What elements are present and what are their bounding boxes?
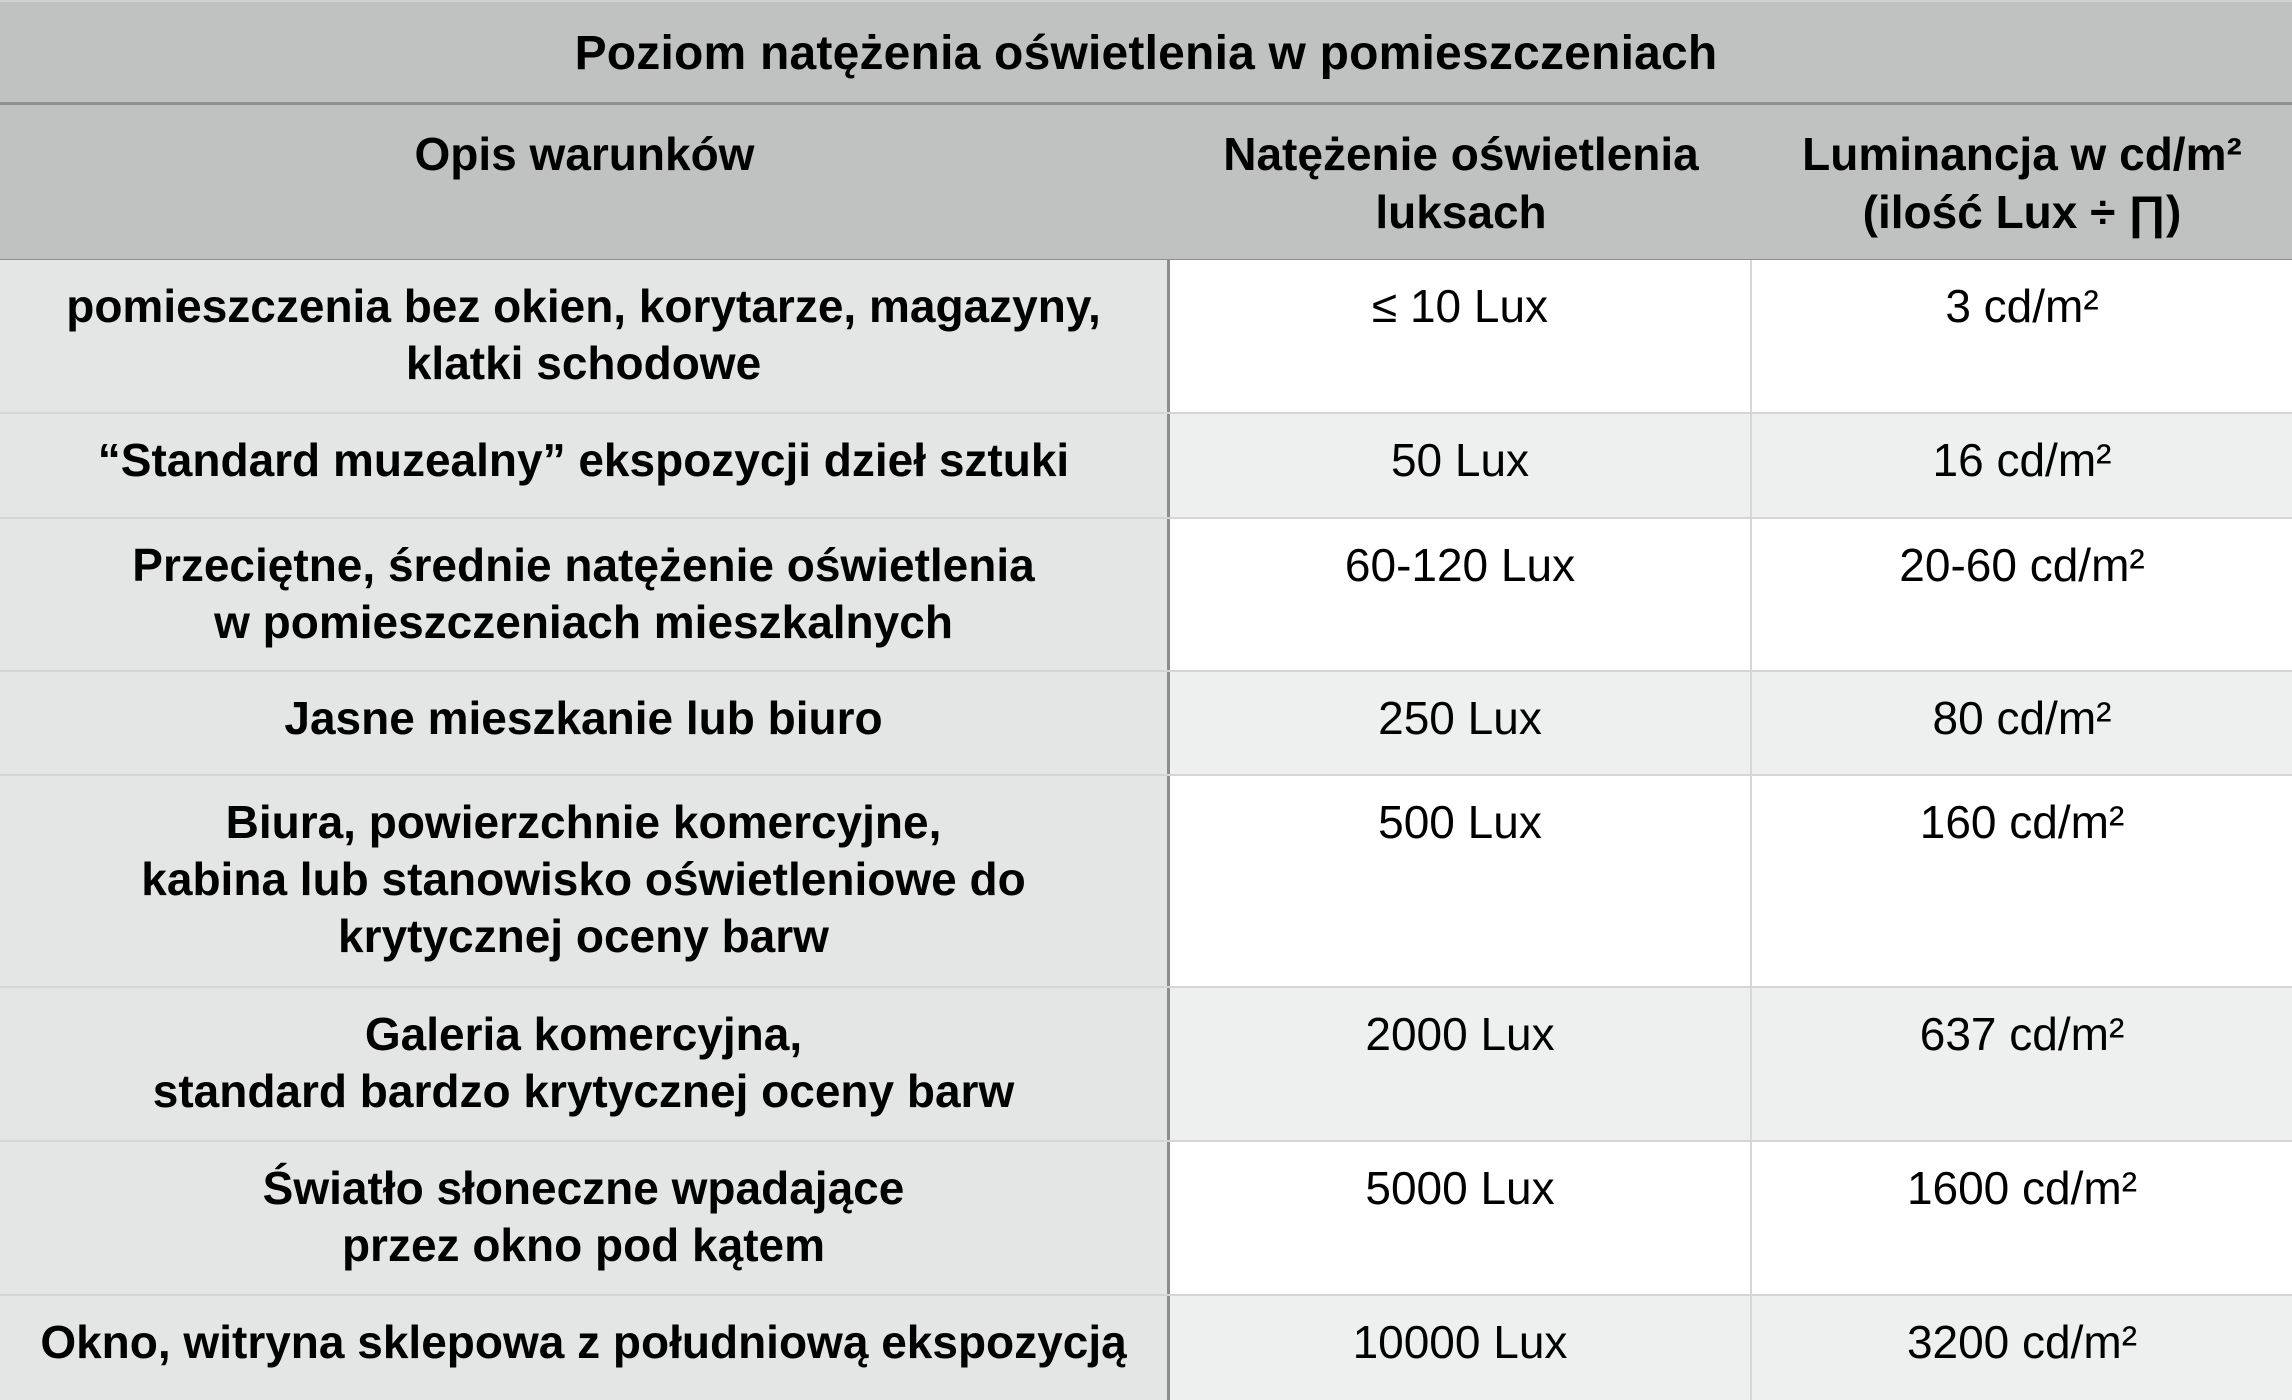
illuminance-value: 60-120 Lux — [1344, 539, 1576, 591]
description-line: standard bardzo krytycznej oceny barw — [152, 1065, 1015, 1117]
description-line: “Standard muzealny” ekspozycji dzieł sztuki — [97, 434, 1070, 486]
illuminance-cell — [1170, 776, 1752, 986]
luminance-value: 16 cd/m² — [1932, 434, 2112, 486]
header-illuminance-line: luksach — [1375, 186, 1547, 238]
luminance-cell — [1752, 260, 2292, 412]
table-row — [0, 260, 2292, 414]
illuminance-cell — [1170, 519, 1752, 670]
luminance-value: 160 cd/m² — [1919, 796, 2125, 848]
description-line: w pomieszczeniach mieszkalnych — [214, 596, 953, 648]
header-luminance — [1752, 105, 2292, 259]
illuminance-value: 50 Lux — [1390, 434, 1530, 486]
table-row — [0, 776, 2292, 988]
description-line: pomieszczenia bez okien, korytarze, magazyny, — [66, 280, 1101, 332]
luminance-value: 3200 cd/m² — [1906, 1316, 2138, 1368]
description-line: klatki schodowe — [405, 337, 762, 389]
luminance-cell — [1752, 672, 2292, 774]
description-cell — [0, 672, 1170, 774]
description-line: krytycznej oceny barw — [338, 910, 829, 962]
header-luminance-line: Luminancja w cd/m² — [1802, 128, 2242, 180]
luminance-cell — [1752, 988, 2292, 1140]
illuminance-value: 500 Lux — [1378, 796, 1542, 848]
luminance-cell — [1752, 1142, 2292, 1294]
luminance-cell — [1752, 776, 2292, 986]
luminance-cell — [1752, 1296, 2292, 1400]
description-cell — [0, 519, 1170, 670]
description-line: przez okno pod kątem — [341, 1219, 826, 1271]
table-title: Poziom natężenia oświetlenia w pomieszczeniach — [574, 27, 1718, 80]
luminance-value: 80 cd/m² — [1932, 692, 2112, 744]
description-cell — [0, 260, 1170, 412]
illuminance-cell — [1170, 260, 1752, 412]
illuminance-cell — [1170, 1142, 1752, 1294]
illuminance-value: 5000 Lux — [1365, 1162, 1555, 1214]
description-cell — [0, 988, 1170, 1140]
header-description-line: Opis warunków — [414, 128, 755, 180]
illuminance-cell — [1170, 672, 1752, 774]
description-line: Przeciętne, średnie natężenie oświetlenia — [132, 539, 1035, 591]
table-row — [0, 988, 2292, 1142]
illuminance-cell — [1170, 988, 1752, 1140]
luminance-cell — [1752, 414, 2292, 517]
table-row — [0, 414, 2292, 519]
illuminance-value: 250 Lux — [1378, 692, 1542, 744]
table-header-row — [0, 105, 2292, 262]
table-row — [0, 1296, 2292, 1400]
illuminance-value: 2000 Lux — [1365, 1008, 1555, 1060]
description-cell — [0, 776, 1170, 986]
header-description — [0, 105, 1169, 259]
header-luminance-line: (ilość Lux ÷ ∏) — [1862, 186, 2182, 238]
description-line: Galeria komercyjna, — [364, 1008, 803, 1060]
description-line: Jasne mieszkanie lub biuro — [284, 692, 883, 744]
luminance-value: 1600 cd/m² — [1906, 1162, 2138, 1214]
illuminance-value: ≤ 10 Lux — [1371, 280, 1549, 332]
table-row — [0, 1142, 2292, 1296]
table-row — [0, 519, 2292, 672]
description-line: kabina lub stanowisko oświetleniowe do — [141, 853, 1026, 905]
illuminance-cell — [1170, 414, 1752, 517]
illuminance-cell — [1170, 1296, 1752, 1400]
luminance-value: 637 cd/m² — [1919, 1008, 2125, 1060]
description-cell — [0, 1142, 1170, 1294]
illuminance-value: 10000 Lux — [1352, 1316, 1568, 1368]
header-illuminance-line: Natężenie oświetlenia — [1223, 128, 1699, 180]
description-cell — [0, 414, 1170, 517]
luminance-cell — [1752, 519, 2292, 670]
description-line: Światło słoneczne wpadające — [262, 1162, 905, 1214]
description-cell — [0, 1296, 1170, 1400]
description-line: Okno, witryna sklepowa z południową ekspozycją — [40, 1316, 1127, 1368]
header-illuminance — [1170, 105, 1752, 259]
table-row — [0, 672, 2292, 776]
luminance-value: 3 cd/m² — [1945, 280, 2099, 332]
table-title-row — [0, 0, 2292, 105]
luminance-value: 20-60 cd/m² — [1899, 539, 2145, 591]
description-line: Biura, powierzchnie komercyjne, — [225, 796, 942, 848]
